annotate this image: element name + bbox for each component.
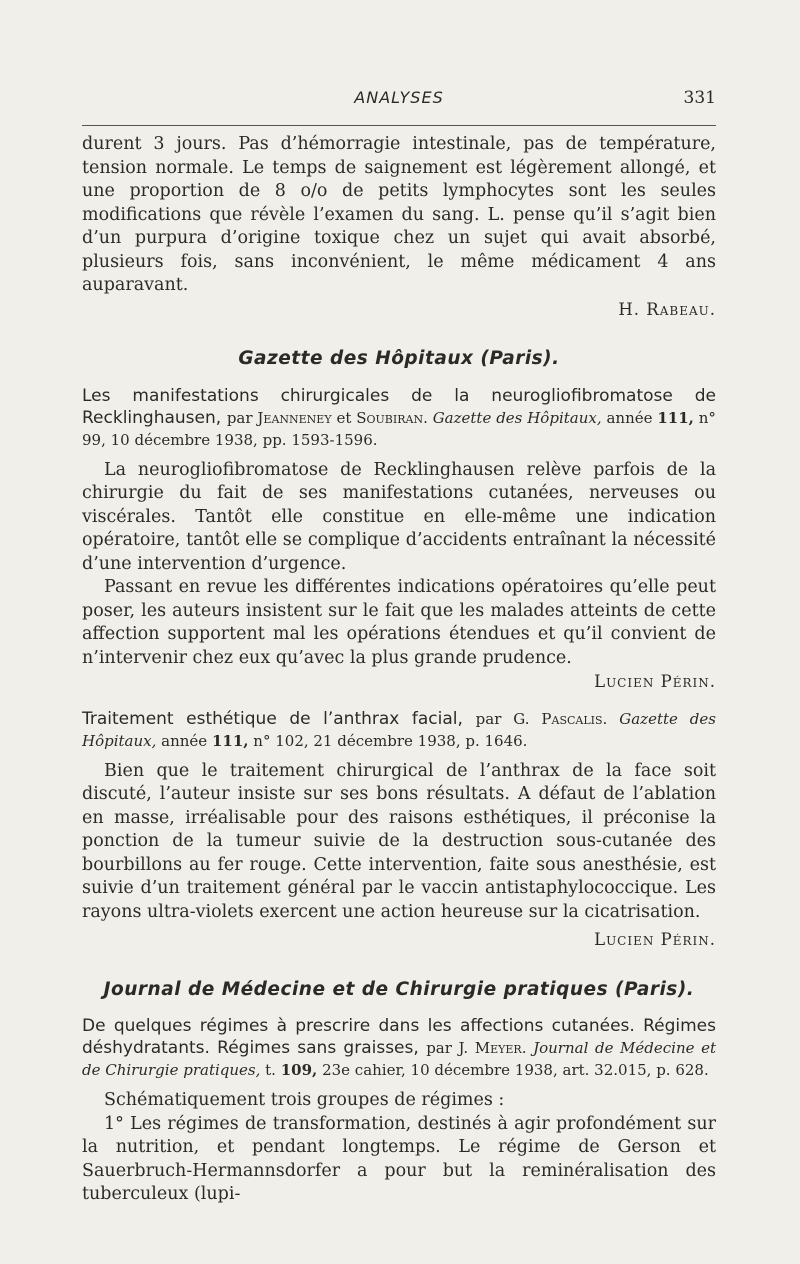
article-heading	[82, 708, 716, 752]
ref-par: par	[426, 1039, 452, 1057]
journal-name: Journal de Médecine et de Chirurgie pratiques,	[82, 1039, 716, 1079]
running-head	[82, 88, 716, 118]
signature: Lucien Périn.	[594, 672, 716, 691]
volume: 111,	[211, 731, 249, 750]
paragraph: La neurogliofibromatose de Recklinghausen relève parfois de la chirurgie du fait de ses manifestations cutanées, nerveuses ou viscérales. Tantôt elle constitue en elle-même une indication opératoire, tantôt elle se complique d’accidents entraînant la nécessité d’une intervention d’urgence.	[82, 459, 716, 574]
volume: 111,	[657, 408, 694, 427]
article-heading	[82, 1015, 716, 1081]
ref-annee: année	[161, 731, 208, 750]
article-heading	[82, 385, 716, 451]
page-number: 331	[683, 88, 716, 108]
journal-heading: Journal de Médecine et de Chirurgie pratiques (Paris).	[103, 978, 695, 1000]
ref-par: par	[226, 408, 253, 427]
ref-tome: t.	[265, 1061, 276, 1079]
author: J. Meyer.	[458, 1039, 527, 1057]
volume: 109,	[280, 1061, 318, 1079]
issue-info: 23e cahier, 10 décembre 1938, art. 32.015, p. 628.	[322, 1061, 709, 1079]
paragraph: Passant en revue les différentes indications opératoires qu’elle peut poser, les auteurs insistent sur le fait que les malades atteints de cette affection supportent mal les opérations étendues et qu’il convient de n’intervenir chez eux qu’avec la plus grande prudence.	[82, 577, 716, 668]
header-rule	[82, 125, 716, 126]
signature: H. Rabeau.	[618, 299, 716, 319]
issue-info: n° 99, 10 décembre 1938, pp. 1593-1596.	[82, 408, 716, 449]
journal-heading: Gazette des Hôpitaux (Paris).	[238, 348, 560, 369]
journal-name: Gazette des Hôpitaux,	[432, 408, 602, 427]
paragraph: Bien que le traitement chirurgical de l’anthrax de la face soit discuté, l’auteur insiste sur ses bons résultats. A défaut de l’ablation en masse, irréalisable pour des raisons esthétiques, il préconise la ponction de la tumeur suivie de la destruction sous-cutanée des bourbillons au fer rouge. Cette intervention, faite sous anesthésie, est suivie d’un traitement général par le vaccin antistaphylococcique. Les rayons ultra-violets exercent une action heureuse sur la cicatrisation.	[82, 760, 716, 922]
article-title: Traitement esthétique de l’anthrax facial,	[82, 708, 463, 729]
article-title: Les manifestations chirurgicales de la neurogliofibromatose de Recklinghausen,	[82, 385, 716, 428]
author: Jeanneney	[257, 408, 332, 427]
paragraph: 1° Les régimes de transformation, destinés à agir profondément sur la nutrition, et pendant longtemps. Le régime de Gerson et Sauerbruch-Hermannsdorfer a pour but la reminéralisation des tuberculeux (lupi-	[82, 1113, 716, 1204]
author: G. Pascalis.	[513, 709, 608, 728]
journal-name: Gazette des Hôpitaux,	[82, 709, 716, 750]
article-title: De quelques régimes à prescrire dans les affections cutanées. Régimes déshydratants. Régimes sans graisses,	[82, 1016, 716, 1058]
text-column	[82, 133, 716, 1207]
section-title: ANALYSES	[354, 88, 444, 107]
paragraph: durent 3 jours. Pas d’hémorragie intestinale, pas de température, tension normale. Le temps de saignement est légèrement allongé, et une proportion de 8 o/o de petits lymphocytes sont les seules modifications que révèle l’examen du sang. L. pense qu’il s’agit bien d’un purpura d’origine toxique chez un sujet qui avait absorbé, plusieurs fois, sans inconvénient, le même médicament 4 ans auparavant.	[82, 134, 716, 295]
paragraph: Schématiquement trois groupes de régimes :	[104, 1090, 505, 1110]
ref-et: et	[336, 408, 352, 427]
ref-annee: année	[606, 408, 653, 427]
author: Soubiran.	[356, 408, 428, 427]
issue-info: n° 102, 21 décembre 1938, p. 1646.	[253, 731, 528, 750]
signature: Lucien Périn.	[594, 930, 716, 949]
ref-par: par	[475, 709, 502, 728]
